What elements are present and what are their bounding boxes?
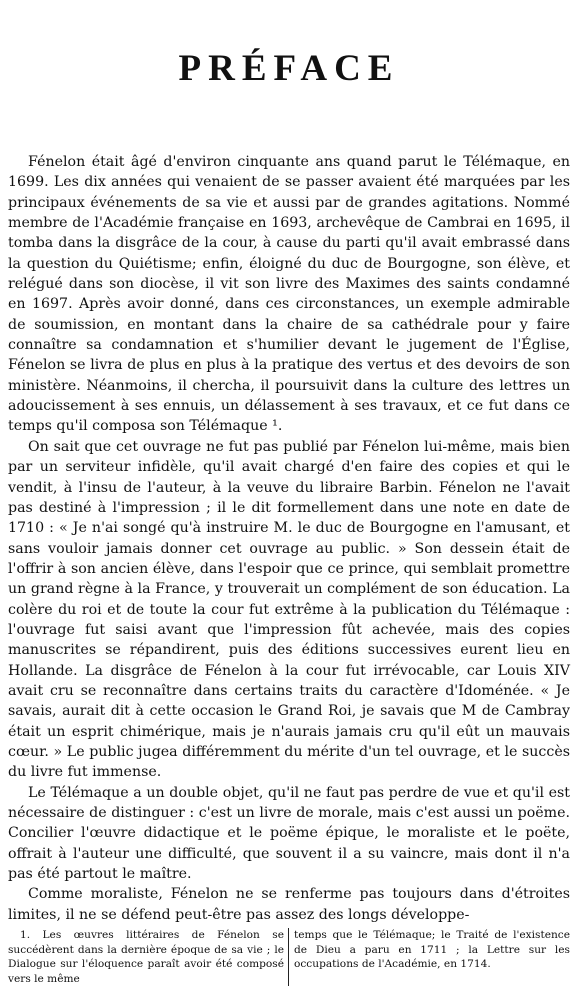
paragraph-1: Fénelon était âgé d'environ cinquante ans quand parut le Télémaque, en 1699. Les dix années qui venaient de se passer avaient été marquées par les principaux événements de sa vie et aussi par de grandes agitations. Nommé membre de l'Académie française en 1693, archevêque de Cambrai en 1695, il tomba dans la disgrâce de la cour, à cause du parti qu'il avait embrassé dans la question du Quiétisme; enfin, éloigné du duc de Bourgogne, son élève, et relégué dans son diocèse, il vit son livre des Maximes des saints condamné en 1697. Après avoir donné, dans ces circonstances, un exemple admirable de soumission, en montant dans la chaire de sa cathédrale pour y faire connaître sa condamnation et s'humilier devant le jugement de l'Église, Fénelon se livra de plus en plus à la pratique des vertus et des devoirs de son ministère. Néanmoins, il chercha, il poursuivit dans la culture des lettres un adoucissement à ses ennuis, un délassement à ses travaux, et ce fut dans ce temps qu'il composa son Télémaque ¹. — [8, 154, 570, 435]
footnote-right-column: temps que le Télémaque; le Traité de l'existence de Dieu a paru en 1711 ; la Lettre sur les occupations de l'Académie, en 1714. — [288, 928, 570, 986]
footnotes — [8, 928, 570, 986]
footnote-left-column: 1. Les œuvres littéraires de Fénelon se succédèrent dans la dernière époque de sa vie ; le Dialogue sur l'éloquence paraît avoir été composé vers le même — [8, 929, 284, 985]
body-text — [8, 152, 570, 925]
page-title: PRÉFACE — [178, 48, 400, 89]
paragraph-2: On sait que cet ouvrage ne fut pas publié par Fénelon lui-même, mais bien par un serviteur infidèle, qu'il avait chargé d'en faire des copies et qui le vendit, à l'insu de l'auteur, à la veuve du libraire Barbin. Fénelon ne l'avait pas destiné à l'impression ; il le dit formellement dans une note en date de 1710 : « Je n'ai songé qu'à instruire M. le duc de Bourgogne en l'amusant, et sans vouloir jamais donner cet ouvrage au public. » Son dessein était de l'offrir à son ancien élève, dans l'espoir que ce prince, qui semblait promettre un grand règne à la France, y trouverait un complément de son éducation. La colère du roi et de toute la cour fut extrême à la publication du Télémaque : l'ouvrage fut saisi avant que l'impression fût achevée, mais des copies manuscrites se répandirent, puis des éditions successives eurent lieu en Hollande. La disgrâce de Fénelon à la cour fut irrévocable, car Louis XIV avait cru se reconnaître dans certains traits du caractère d'Idoménée. « Je savais, aurait dit à cette occasion le Grand Roi, je savais que M de Cambray était un esprit chimérique, mais je n'aurais jamais cru qu'il eût un mauvais cœur. » Le public jugea différemment du mérite d'un tel ouvrage, et le succès du livre fut immense. — [8, 438, 570, 781]
paragraph-4: Comme moraliste, Fénelon ne se renferme pas toujours dans d'étroites limites, il ne se défend peut-être pas assez des longs développe- — [8, 886, 570, 923]
paragraph-3: Le Télémaque a un double objet, qu'il ne faut pas perdre de vue et qu'il est nécessaire de distinguer : c'est un livre de morale, mais c'est aussi un poëme. Concilier l'œuvre didactique et le poëme épique, le moraliste et le poëte, offrait à l'auteur une difficulté, que souvent il a su vaincre, mais dont il n'a pas été partout le maître. — [8, 784, 570, 883]
